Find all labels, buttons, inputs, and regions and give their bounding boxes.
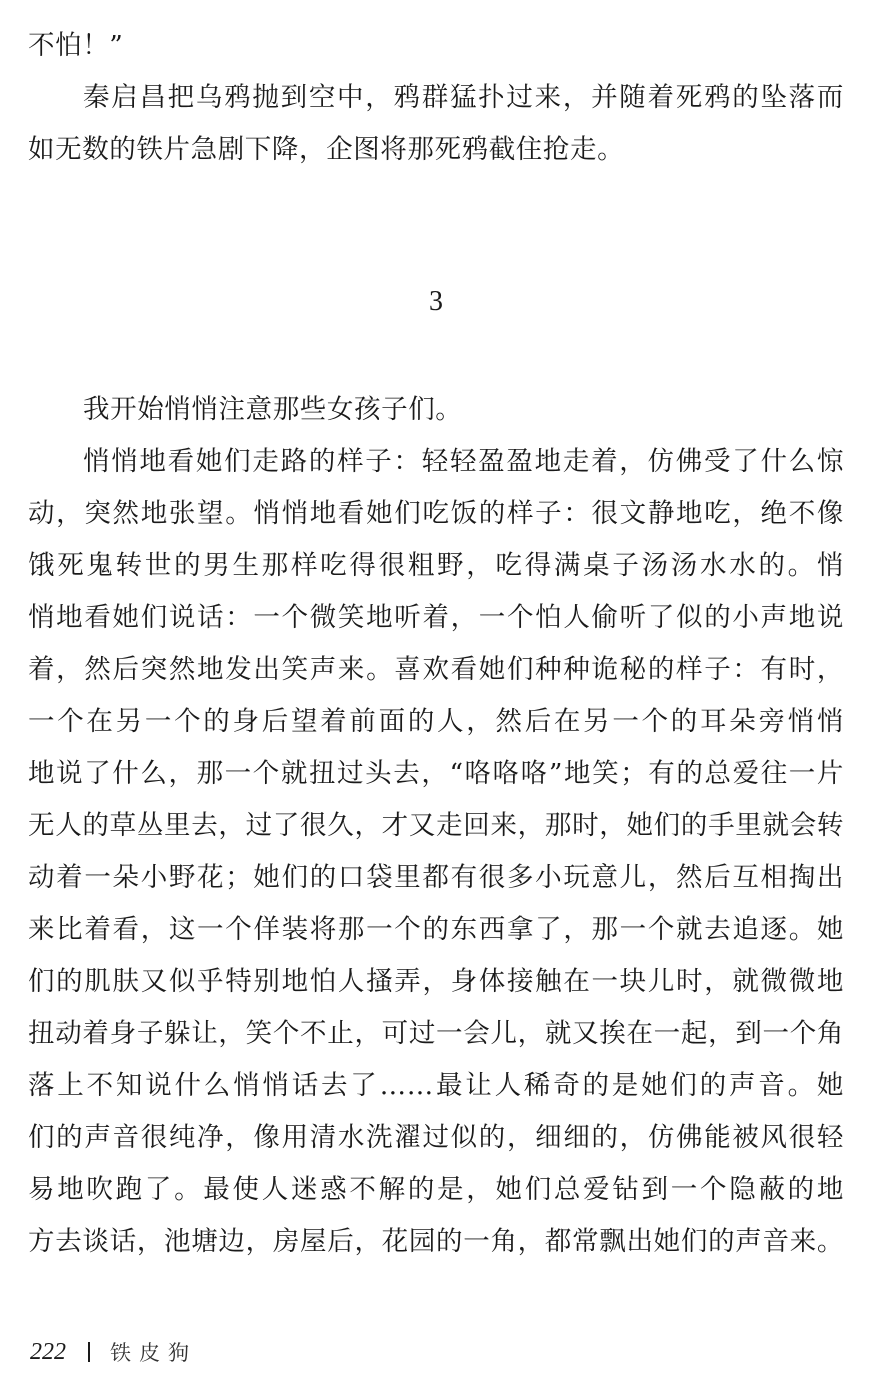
text-line: 悄悄地看她们走路的样子：轻轻盈盈地走着，仿佛受了什么惊 [83, 446, 844, 477]
text-line: 们的肌肤又似乎特别地怕人搔弄，身体接触在一块儿时，就微微地 [28, 966, 844, 997]
running-title: 铁皮狗 [110, 1341, 197, 1365]
paragraph-continuation [28, 20, 844, 72]
paragraph-intro [28, 384, 844, 436]
footer-divider [88, 1342, 90, 1362]
text-line: 如无数的铁片急剧下降，企图将那死鸦截住抢走。 [28, 134, 625, 165]
text-line: 一个在另一个的身后望着前面的人，然后在另一个的耳朵旁悄悄 [28, 706, 844, 737]
text-line: 不怕！” [28, 30, 124, 61]
text-line: 悄地看她们说话：一个微笑地听着，一个怕人偷听了似的小声地说 [28, 602, 844, 633]
page-number: 222 [30, 1338, 66, 1365]
text-line: 落上不知说什么悄悄话去了……最让人稀奇的是她们的声音。她 [28, 1070, 844, 1101]
text-line: 动着一朵小野花；她们的口袋里都有很多小玩意儿，然后互相掏出 [28, 862, 844, 893]
text-line: 易地吹跑了。最使人迷惑不解的是，她们总爱钻到一个隐蔽的地 [28, 1174, 844, 1205]
page-footer [30, 1336, 197, 1368]
text-line: 动，突然地张望。悄悄地看她们吃饭的样子：很文静地吃，绝不像 [28, 498, 844, 529]
text-line: 方去谈话，池塘边，房屋后，花园的一角，都常飘出她们的声音来。 [28, 1226, 844, 1257]
text-line: 地说了什么，那一个就扭过头去，“咯咯咯”地笑；有的总爱往一片 [28, 758, 844, 789]
text-line: 着，然后突然地发出笑声来。喜欢看她们种种诡秘的样子：有时， [28, 654, 844, 685]
text-line: 秦启昌把乌鸦抛到空中，鸦群猛扑过来，并随着死鸦的坠落而 [83, 82, 844, 113]
paragraph-crows [28, 72, 844, 176]
section-number: 3 [429, 286, 443, 317]
text-line: 无人的草丛里去，过了很久，才又走回来，那时，她们的手里就会转 [28, 810, 844, 841]
text-line: 饿死鬼转世的男生那样吃得很粗野，吃得满桌子汤汤水水的。悄 [28, 550, 844, 581]
text-line: 我开始悄悄注意那些女孩子们。 [83, 394, 463, 425]
text-line: 们的声音很纯净，像用清水洗濯过似的，细细的，仿佛能被风很轻 [28, 1122, 844, 1153]
paragraph-girls [28, 436, 844, 1268]
text-line: 扭动着身子躲让，笑个不止，可过一会儿，就又挨在一起，到一个角 [28, 1018, 844, 1049]
text-line: 来比着看，这一个佯装将那一个的东西拿了，那一个就去追逐。她 [28, 914, 844, 945]
